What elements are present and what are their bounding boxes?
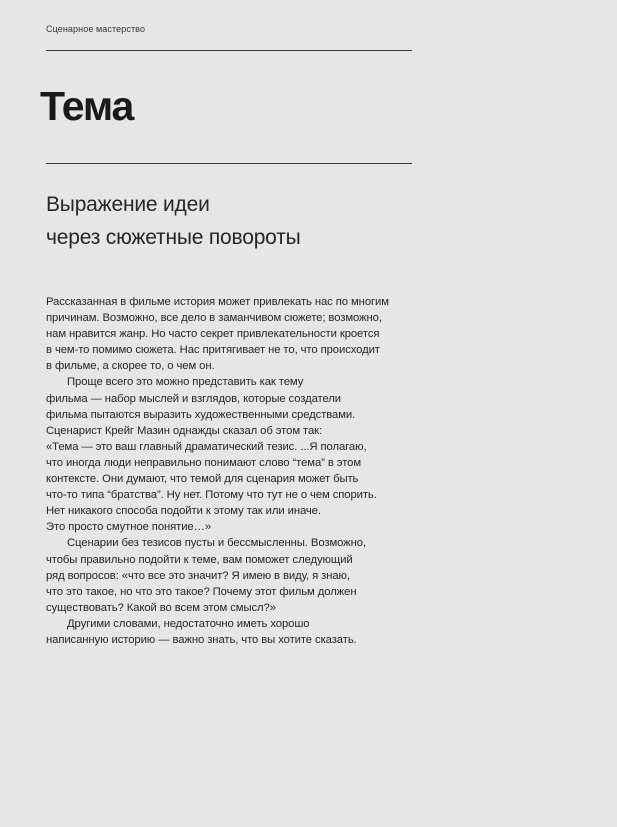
body-line: что иногда люди неправильно понимают слово “тема” в этом bbox=[46, 456, 361, 469]
body-line: Нет никакого способа подойти к этому так или иначе. bbox=[46, 505, 321, 518]
body-line: причинам. Возможно, все дело в заманчивом сюжете; возможно, bbox=[46, 312, 382, 325]
body-line: ряд вопросов: «что все это значит? Я имею в виду, я знаю, bbox=[46, 569, 350, 582]
body-line: что-то типа “братства”. Ну нет. Потому что тут не о чем спорить. bbox=[46, 489, 377, 502]
body-text bbox=[46, 294, 426, 648]
body-line: фильма пытаются выразить художественными средствами. bbox=[46, 408, 356, 421]
subtitle-line: через сюжетные повороты bbox=[46, 226, 301, 249]
chapter-title: Тема bbox=[40, 83, 134, 129]
body-line: фильма — набор мыслей и взглядов, которые создатели bbox=[46, 392, 342, 405]
bottom-rule bbox=[46, 163, 412, 164]
body-line: в фильме, а скорее то, о чем он. bbox=[46, 360, 215, 373]
top-rule bbox=[46, 50, 412, 51]
body-line: Это просто смутное понятие…» bbox=[46, 521, 211, 534]
chapter-subtitle bbox=[46, 188, 301, 254]
body-line: написанную историю — важно знать, что вы хотите сказать. bbox=[46, 633, 357, 646]
subtitle-line: Выражение идеи bbox=[46, 193, 210, 216]
body-line: Проще всего это можно представить как тему bbox=[67, 376, 304, 389]
body-line: «Тема — это ваш главный драматический тезис. ...Я полагаю, bbox=[46, 440, 367, 453]
body-line: Рассказанная в фильме история может привлекать нас по многим bbox=[46, 296, 389, 308]
body-line: Сценарист Крейг Мазин однажды сказал об этом так: bbox=[46, 424, 323, 437]
body-line: существовать? Какой во всем этом смысл?» bbox=[46, 601, 276, 614]
body-line: Другими словами, недостаточно иметь хорошо bbox=[67, 617, 310, 630]
running-head: Сценарное мастерство bbox=[46, 24, 146, 34]
body-line: нам нравится жанр. Но часто секрет привлекательности кроется bbox=[46, 328, 380, 341]
body-line: чтобы правильно подойти к теме, вам поможет следующий bbox=[46, 553, 353, 566]
body-line: Сценарии без тезисов пусты и бессмысленны. Возможно, bbox=[67, 537, 366, 550]
body-line: что это такое, но что это такое? Почему этот фильм должен bbox=[46, 585, 357, 598]
body-line: контексте. Они думают, что темой для сценария может быть bbox=[46, 473, 359, 486]
body-line: в чем-то помимо сюжета. Нас притягивает не то, что происходит bbox=[46, 344, 380, 357]
